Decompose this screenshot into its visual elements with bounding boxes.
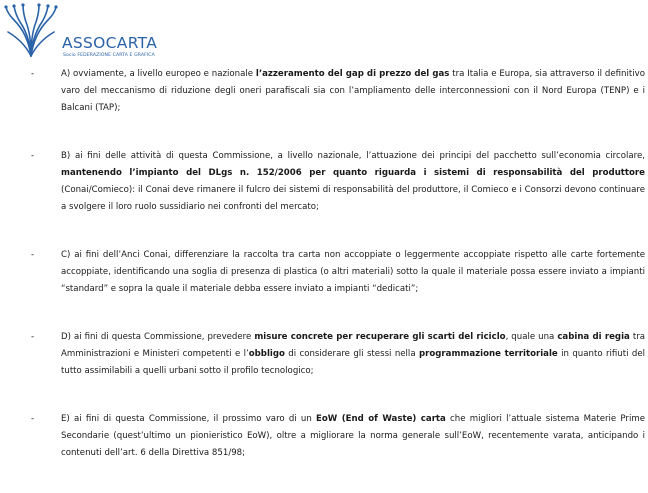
text-segment: E) ai fini di questa Commissione, il prossimo varo di un [61,414,317,424]
list-bullet: - [31,151,35,161]
list-item-b [0,148,648,216]
list-bullet: - [31,332,35,342]
text-segment: C) ai fini dell’Anci Conai, differenziare la raccolta tra carta non accoppiate o leggermente accoppiate rispetto alle carte fortemente accoppiate, identificando una soglia di presenza di plastica (o altri materiali) sotto la quale il materiale possa essere inviato a impianti “standard” e sopra la quale il materiale debba essere inviato a impianti “dedicati”; [61,250,645,294]
associazione-logo-icon [2,2,60,58]
text-segment: (Conai/Comieco): il Conai deve rimanere il fulcro dei sistemi di responsabilità del produttore, il Comieco e i Consorzi devono continuare a svolgere il loro ruolo sussidiario nei confronti del mercato; [61,185,645,212]
text-segment: tra Amministrazioni e Ministeri competenti e l’ [61,332,645,359]
list-item-d [0,329,648,380]
bold-text-segment: cabina di regia [557,332,630,342]
text-segment: B) ai fini delle attività di questa Commissione, a livello nazionale, l’attuazione dei principi del pacchetto sull’economia circolare, [61,151,645,161]
bold-text-segment: l’azzeramento del gap di prezzo del gas [255,69,450,79]
paragraph-text [61,148,645,216]
text-segment: in quanto rifiuti del tutto assimilabili a quelli urbani sotto il profilo tecnologico; [61,349,646,376]
text-segment: , quale una [505,332,558,342]
text-segment: tra Italia e Europa, sia attraverso il definitivo varo del meccanismo di riduzione degli oneri parafiscali sia con l’ampliamento delle interconnessioni con il Nord Europa (TENP) e i Balcani (TAP); [61,69,645,113]
bold-text-segment: obbligo [248,349,285,359]
list-item-c [0,247,648,298]
paragraph-text [61,66,645,117]
logo-wordmark: ASSOCARTA [62,34,158,52]
document-header [0,0,648,62]
bold-text-segment: misure concrete per recuperare gli scarti del riciclo [254,332,506,342]
paragraph-text [61,247,645,298]
paragraph-text [61,329,645,380]
text-segment: D) ai fini di questa Commissione, prevedere [61,332,255,342]
list-item-a [0,66,648,117]
text-segment: che migliori l’attuale sistema Materie Prime Secondarie (quest’ultimo un pionieristico EoW), oltre a migliorare la norma generale sull’EoW, recentemente varata, anticipando i contenuti dell’art. 6 della Direttiva 851/98; [61,414,645,458]
paragraph-text [61,411,645,462]
bold-text-segment: EoW (End of Waste) carta [316,414,446,424]
list-item-e [0,411,648,462]
bold-text-segment: mantenendo l’impianto del DLgs n. 152/2006 per quanto riguarda i sistemi di responsabilità del produttore [61,168,645,178]
list-bullet: - [31,250,35,260]
bold-text-segment: programmazione territoriale [418,349,558,359]
document-body [0,66,648,493]
logo-tagline: Socio FEDERAZIONE CARTA E GRAFICA [63,53,155,58]
text-segment: A) ovviamente, a livello europeo e nazionale [61,69,256,79]
list-bullet: - [31,414,35,424]
text-segment: di considerare gli stessi nella [284,349,419,359]
list-bullet: - [31,69,35,79]
